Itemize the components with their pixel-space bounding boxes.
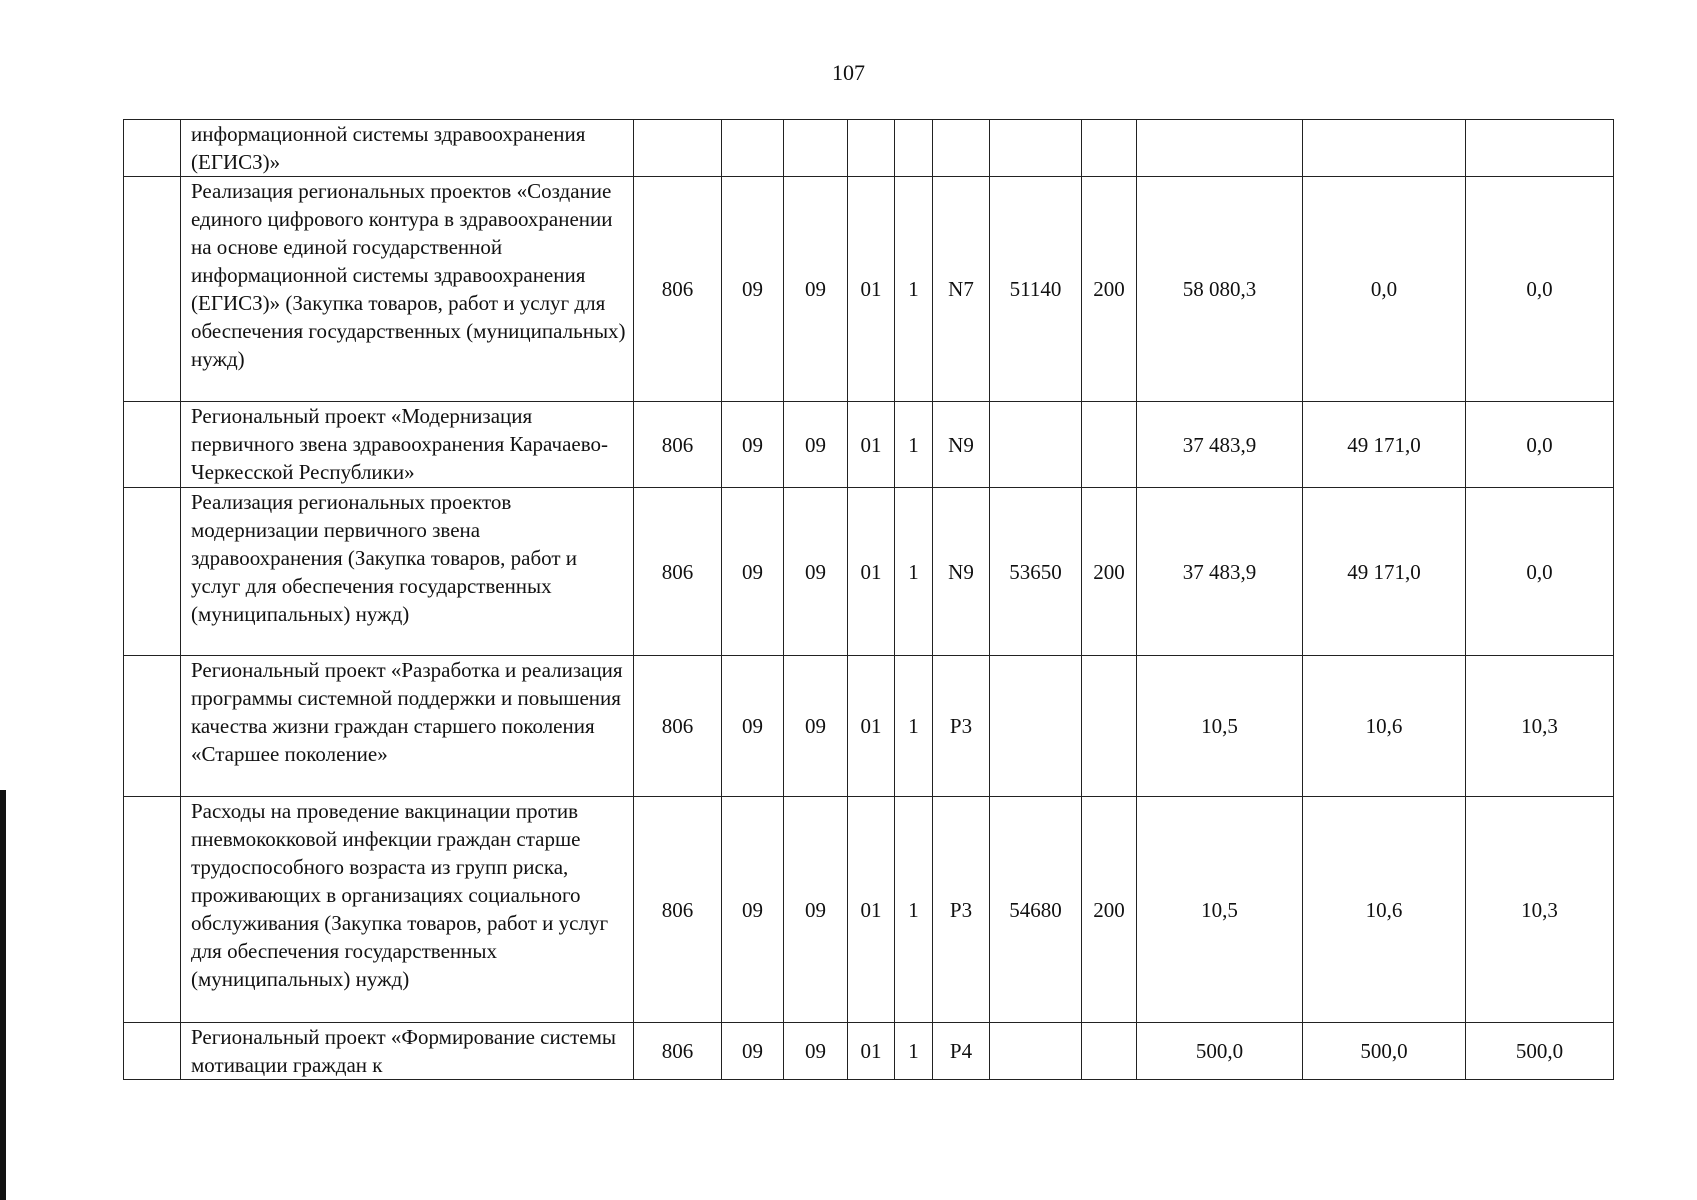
section-cell: 09: [722, 1023, 784, 1080]
subprogram-code-cell: 1: [895, 1023, 933, 1080]
subsection-cell: 09: [784, 402, 848, 488]
direction-code-cell: 53650: [990, 488, 1082, 656]
project-code-cell: N7: [933, 177, 990, 402]
grbs-cell: 806: [634, 177, 722, 402]
table-row: [124, 177, 1614, 402]
program-code-cell: 01: [848, 656, 895, 797]
row-number-cell: [124, 797, 181, 1023]
subprogram-code-cell: 1: [895, 402, 933, 488]
expense-type-cell: [1082, 120, 1137, 177]
section-cell: 09: [722, 402, 784, 488]
expense-type-cell: 200: [1082, 797, 1137, 1023]
grbs-cell: 806: [634, 797, 722, 1023]
budget-table: [123, 119, 1614, 1080]
amount-year2-cell: 500,0: [1303, 1023, 1466, 1080]
program-code-cell: 01: [848, 1023, 895, 1080]
subsection-cell: 09: [784, 656, 848, 797]
expense-type-cell: [1082, 402, 1137, 488]
amount-year1-cell: 37 483,9: [1137, 402, 1303, 488]
section-cell: 09: [722, 177, 784, 402]
direction-code-cell: [990, 120, 1082, 177]
program-code-cell: 01: [848, 797, 895, 1023]
table-row: [124, 656, 1614, 797]
page-number: 107: [832, 60, 865, 85]
section-cell: 09: [722, 797, 784, 1023]
amount-year2-cell: 49 171,0: [1303, 402, 1466, 488]
amount-year3-cell: 500,0: [1466, 1023, 1614, 1080]
project-code-cell: [933, 120, 990, 177]
row-number-cell: [124, 120, 181, 177]
amount-year3-cell: 0,0: [1466, 402, 1614, 488]
table-row: [124, 797, 1614, 1023]
scan-edge-mark: [0, 790, 6, 1200]
amount-year3-cell: 0,0: [1466, 488, 1614, 656]
amount-year3-cell: [1466, 120, 1614, 177]
grbs-cell: 806: [634, 402, 722, 488]
subprogram-code-cell: [895, 120, 933, 177]
program-code-cell: 01: [848, 488, 895, 656]
subprogram-code-cell: 1: [895, 797, 933, 1023]
expense-type-cell: 200: [1082, 177, 1137, 402]
description-cell: Региональный проект «Разработка и реализация программы системной поддержки и повышения качества жизни граждан старшего поколения «Старшее поколение»: [181, 656, 634, 797]
amount-year2-cell: [1303, 120, 1466, 177]
section-cell: [722, 120, 784, 177]
amount-year3-cell: 10,3: [1466, 656, 1614, 797]
subprogram-code-cell: 1: [895, 488, 933, 656]
amount-year1-cell: 10,5: [1137, 656, 1303, 797]
description-cell: Региональный проект «Модернизация первичного звена здравоохранения Карачаево-Черкесской Республики»: [181, 402, 634, 488]
direction-code-cell: [990, 656, 1082, 797]
expense-type-cell: 200: [1082, 488, 1137, 656]
program-code-cell: 01: [848, 402, 895, 488]
direction-code-cell: 54680: [990, 797, 1082, 1023]
amount-year1-cell: 37 483,9: [1137, 488, 1303, 656]
subsection-cell: 09: [784, 488, 848, 656]
subsection-cell: 09: [784, 797, 848, 1023]
project-code-cell: P3: [933, 656, 990, 797]
project-code-cell: N9: [933, 402, 990, 488]
description-cell: Реализация региональных проектов модернизации первичного звена здравоохранения (Закупка товаров, работ и услуг для обеспечения государственных (муниципальных) нужд): [181, 488, 634, 656]
table-row: [124, 1023, 1614, 1080]
expense-type-cell: [1082, 1023, 1137, 1080]
expense-type-cell: [1082, 656, 1137, 797]
table-row: [124, 120, 1614, 177]
table-row: [124, 402, 1614, 488]
amount-year3-cell: 10,3: [1466, 797, 1614, 1023]
grbs-cell: 806: [634, 1023, 722, 1080]
amount-year2-cell: 49 171,0: [1303, 488, 1466, 656]
amount-year1-cell: 500,0: [1137, 1023, 1303, 1080]
section-cell: 09: [722, 488, 784, 656]
amount-year1-cell: 10,5: [1137, 797, 1303, 1023]
subprogram-code-cell: 1: [895, 656, 933, 797]
project-code-cell: N9: [933, 488, 990, 656]
grbs-cell: [634, 120, 722, 177]
direction-code-cell: [990, 1023, 1082, 1080]
row-number-cell: [124, 177, 181, 402]
amount-year1-cell: 58 080,3: [1137, 177, 1303, 402]
subprogram-code-cell: 1: [895, 177, 933, 402]
description-cell: Региональный проект «Формирование системы мотивации граждан к: [181, 1023, 634, 1080]
subsection-cell: [784, 120, 848, 177]
amount-year2-cell: 10,6: [1303, 656, 1466, 797]
subsection-cell: 09: [784, 177, 848, 402]
amount-year2-cell: 10,6: [1303, 797, 1466, 1023]
row-number-cell: [124, 1023, 181, 1080]
grbs-cell: 806: [634, 656, 722, 797]
description-cell: Реализация региональных проектов «Создание единого цифрового контура в здравоохранении на основе единой государственной информационной системы здравоохранения (ЕГИСЗ)» (Закупка товаров, работ и услуг для обеспечения государственных (муниципальных) нужд): [181, 177, 634, 402]
program-code-cell: [848, 120, 895, 177]
project-code-cell: P4: [933, 1023, 990, 1080]
program-code-cell: 01: [848, 177, 895, 402]
direction-code-cell: [990, 402, 1082, 488]
project-code-cell: P3: [933, 797, 990, 1023]
subsection-cell: 09: [784, 1023, 848, 1080]
section-cell: 09: [722, 656, 784, 797]
table-row: [124, 488, 1614, 656]
description-cell: Расходы на проведение вакцинации против пневмококковой инфекции граждан старше трудоспособного возраста из групп риска, проживающих в организациях социального обслуживания (Закупка товаров, работ и услуг для обеспечения государственных (муниципальных) нужд): [181, 797, 634, 1023]
row-number-cell: [124, 488, 181, 656]
grbs-cell: 806: [634, 488, 722, 656]
description-cell: информационной системы здравоохранения (ЕГИСЗ)»: [181, 120, 634, 177]
amount-year3-cell: 0,0: [1466, 177, 1614, 402]
direction-code-cell: 51140: [990, 177, 1082, 402]
row-number-cell: [124, 402, 181, 488]
amount-year1-cell: [1137, 120, 1303, 177]
amount-year2-cell: 0,0: [1303, 177, 1466, 402]
row-number-cell: [124, 656, 181, 797]
